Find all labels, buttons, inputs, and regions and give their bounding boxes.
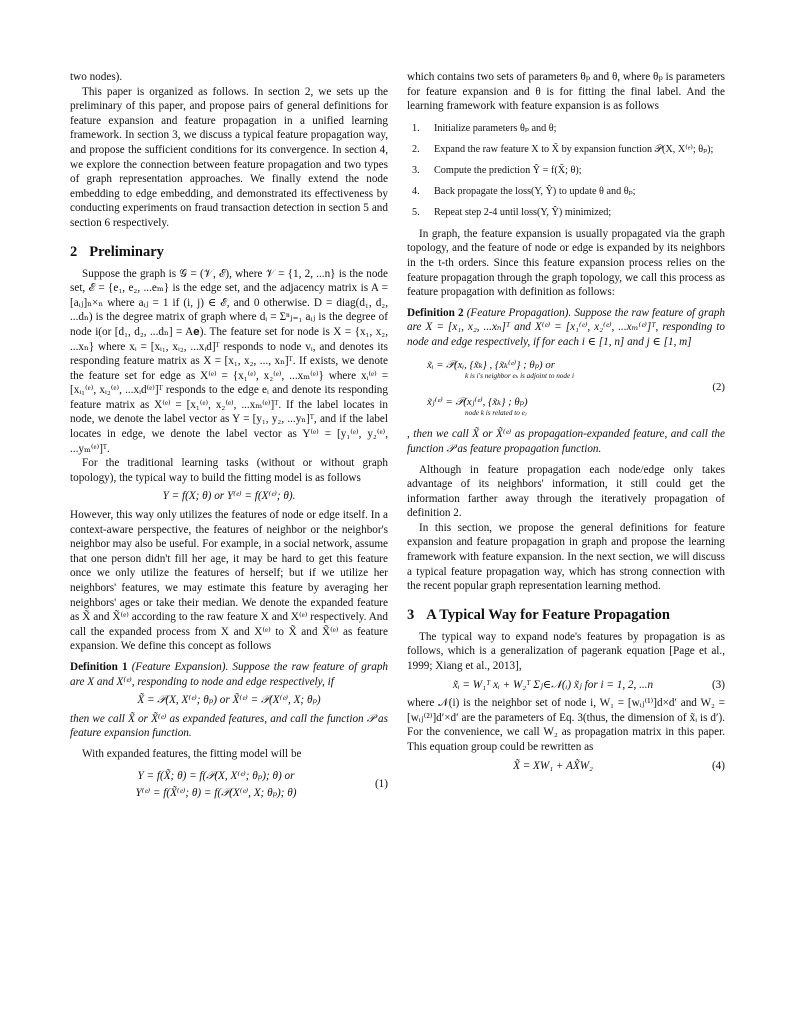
section-heading-preliminary: [70, 243, 388, 261]
step-number: 5.: [412, 206, 420, 218]
definition-1: [70, 660, 388, 689]
paragraph-section-summary: In this section, we propose the general definitions for feature expansion and feature propagation in graph and propose the learning framework with feature expansion. In the next section, we will discuss a typical feature propagation way, which has strong connection with the recent popular graph representation learning method.: [407, 521, 725, 593]
equation-3: [407, 678, 725, 693]
paragraph-however: However, this way only utilizes the features of node or edge itself. In a context-aware perspective, the features of neighbor or the neighbor's neighbor may also be useful. For example, in a social network, assume that one person didn't fill her age, it may be hard to get this feature once we only utilize the features of herself; but if we utilize her neighbors' features, we may estimate this feature by averaging her neighbors' ages or take their median. We denote the expanded feature as X̃ and X̃⁽ᵉ⁾ according to the raw feature X and X⁽ᵉ⁾ respectively. And call the expanded process from X and X⁽ᵉ⁾ to X̃ and X̃⁽ᵉ⁾ as feature expansion. We define this concept as follows: [70, 509, 388, 653]
equation-subscript: k is i's neighbor eₖ is adjoint to node i: [465, 372, 574, 381]
section-heading-typical-way: [407, 606, 725, 624]
paragraph-continuation: two nodes).: [70, 71, 123, 83]
equation-line: x̃ᵢ = 𝒫(xᵢ, {x̃ₖ} , {x̃ₖ⁽ᵉ⁾} ; θₚ) or: [427, 358, 555, 371]
step-item: [407, 143, 725, 156]
definition-2-tail: , then we call X̃ or X̃⁽ᵉ⁾ as propagation-expanded feature, and call the function 𝒫 as feature propagation function.: [407, 428, 725, 455]
right-column: [407, 70, 725, 777]
definition-text: (Feature Propagation). Suppose the raw feature of graph are X = [x₁, x₂, ...xₙ]ᵀ and X⁽ᵉ⁾ = [x₁⁽ᵉ⁾, x₂⁽ᵉ⁾, ...xₘ⁽ᵉ⁾]ᵀ, responding to node and edge respectively, if for each i ∈ [1, n] and j ∈ [1, m]: [407, 306, 725, 348]
equation-body: x̃ᵢ = W₁ᵀ xᵢ + W₂ᵀ Σⱼ∈𝒩(ᵢ) x̃ⱼ for i = 1, 2, ...n: [452, 678, 654, 691]
definition-1-tail: then we call X̃ or X̃⁽ᵉ⁾ as expanded features, and call the function 𝒫 as feature expansion function.: [70, 712, 388, 740]
paragraph-typical-way: The typical way to expand node's features by propagation is as follows, which is a generalization of pagerank equation [Page et al., 1999; Xiang et al., 2013],: [407, 630, 725, 673]
step-item: [407, 206, 725, 219]
equation-line: x̃ⱼ⁽ᵉ⁾ = 𝒫(xⱼ⁽ᵉ⁾, {x̃ₖ} ; θₚ): [427, 395, 528, 408]
equation-number: (3): [711, 678, 725, 691]
paragraph-although: Although in feature propagation each node/edge only takes advantage of its neighbors' information, it still could get the information farther away through the iteratively propagation of definition 2.: [407, 463, 725, 520]
step-number: 4.: [412, 185, 420, 197]
step-text: Expand the raw feature X to X̃ by expansion function 𝒫(X, X⁽ᵉ⁾; θₚ);: [434, 143, 714, 155]
definition-2: [407, 306, 725, 350]
step-number: 2.: [412, 143, 420, 155]
left-column: [70, 70, 388, 808]
equation-body: X̃ = 𝒫(X, X⁽ᵉ⁾; θₚ) or X̃⁽ᵉ⁾ = 𝒫(X⁽ᵉ⁾, X; θₚ): [137, 694, 321, 707]
step-text: Repeat step 2-4 until loss(Y, Ŷ) minimized;: [434, 206, 612, 218]
equation-number: (4): [711, 759, 725, 772]
paragraph-parameters: which contains two sets of parameters θₚ and θ, where θₚ is parameters for feature expansion and θ is for fitting the final label. And the learning framework with feature expansion is as follows: [407, 71, 725, 113]
step-text: Compute the prediction Ŷ = f(X̃; θ);: [434, 164, 582, 176]
step-item: [407, 185, 725, 198]
paragraph-organization: This paper is organized as follows. In section 2, we sets up the preliminary of this paper, and propose pairs of general definitions for feature expansion and feature propagation in a unified learning framework. In section 3, we discuss a typical feature propagation way, and propose the sufficient conditions for its convergence. In section 4, we explore the connection between feature propagation and two types of graph representation approaches. We finally extend the node embedding to edge embedding, and demonstrated its effectiveness by conducting experiments on fraud transaction detection in section 5 and section 6 respectively.: [70, 85, 388, 229]
equation-body: X̃ = XW₁ + AX̃W₂: [513, 759, 593, 772]
step-number: 3.: [412, 164, 420, 176]
section-number: 2: [70, 243, 78, 260]
definition-label: Definition 1: [70, 660, 128, 673]
paragraph-where: where 𝒩(i) is the neighbor set of node i, W₁ = [wᵢⱼ⁽¹⁾]d×d′ and W₂ = [wᵢⱼ⁽²⁾]d′×d′ are the parameters of Eq. 3(thus, the dimension of x̃ᵢ is d′). For the convenience, we call W₂ as propagation matrix in this paper. This equation group could be rewritten as: [407, 697, 725, 753]
section-number: 3: [407, 606, 415, 623]
framework-steps-list: [407, 122, 725, 219]
step-item: [407, 164, 725, 177]
equation-line: Y = f(X̃; θ) = f(𝒫(X, X⁽ᵉ⁾; θₚ); θ) or: [137, 769, 295, 782]
step-text: Back propagate the loss(Y, Ŷ) to update θ and θₚ;: [434, 185, 636, 197]
equation-line: Y⁽ᵉ⁾ = f(X̃⁽ᵉ⁾; θ) = f(𝒫(X⁽ᵉ⁾, X; θₚ); θ): [135, 787, 297, 800]
paragraph-graph-notation: Suppose the graph is 𝒢 = (𝒱, ℰ), where 𝒱 = {1, 2, ...n} is the node set, ℰ = {e₁, e₂, ...eₘ} is the edge set, and the adjacency matrix is A = [aᵢⱼ]ₙ×ₙ where aᵢⱼ = 1 if (i, j) ∈ ℰ, and 0 otherwise. D = diag(d₁, d₂, ...dₙ) is the degree matrix of graph where dᵢ = Σⁿⱼ₌₁ aᵢⱼ is the degree of node i(or [d₁, d₂, ...dₙ] = A𝐞). The feature set for node is X = {x₁, x₂, ...xₙ} where xᵢ = [xᵢ₁, xᵢ₂, ...xᵢd]ᵀ responds to node vᵢ, and denotes its responding feature matrix as X = [x₁, x₂, ..., xₙ]ᵀ. If exists, we denote the feature set for edge as X⁽ᵉ⁾ = {x₁⁽ᵉ⁾, x₂⁽ᵉ⁾, ...xₘ⁽ᵉ⁾} where xᵢ⁽ᵉ⁾ = [xᵢ₁⁽ᵉ⁾, xᵢ₂⁽ᵉ⁾, ...xᵢd⁽ᵉ⁾]ᵀ responds to the edge eᵢ and denote its responding feature matrix as X⁽ᵉ⁾ = [x₁⁽ᵉ⁾, x₂⁽ᵉ⁾, ...xₘ⁽ᵉ⁾]ᵀ. If the label locates in node, we denote the label vector as Y = [y₁, y₂, ...yₙ]ᵀ, and if the label locates in edge, we denote the label vector as Y⁽ᵉ⁾ = [y₁⁽ᵉ⁾, y₂⁽ᵉ⁾, ...yₘ⁽ᵉ⁾]ᵀ.: [70, 267, 388, 455]
equation-body: Y = f(X; θ) or Y⁽ᵉ⁾ = f(X⁽ᵉ⁾; θ).: [162, 490, 296, 503]
equation-expansion: [70, 693, 388, 708]
step-text: Initialize parameters θₚ and θ;: [434, 122, 557, 134]
paragraph-expanded: With expanded features, the fitting model will be: [82, 747, 302, 760]
paragraph-traditional: For the traditional learning tasks (without or without graph topology), the typical way to build the fitting model is as follows: [70, 457, 388, 484]
equation-1: [70, 766, 388, 804]
definition-label: Definition 2: [407, 306, 464, 319]
equation-number: (2): [712, 381, 725, 394]
section-title: A Typical Way for Feature Propagation: [426, 606, 670, 623]
definition-text: (Feature Expansion). Suppose the raw feature of graph are X and X⁽ᵉ⁾, responding to node and edge respectively, if: [70, 660, 389, 688]
equation-4: [407, 759, 725, 774]
step-number: 1.: [412, 122, 420, 134]
equation-2: [407, 358, 725, 418]
section-title: Preliminary: [89, 243, 164, 260]
step-item: [407, 122, 725, 135]
equation-subscript: node k is related to eⱼ: [465, 409, 527, 418]
equation-fitting: [70, 489, 388, 504]
paragraph-graph-propagation: In graph, the feature expansion is usually propagated via the graph topology, and the feature of node or edge is expanded by its neighbors in the t-th orders. Since this feature expansion process relies on the feature propagation through the graph topology, we call this process as feature propagation with definition as follows:: [407, 227, 725, 299]
equation-number: (1): [374, 778, 388, 791]
